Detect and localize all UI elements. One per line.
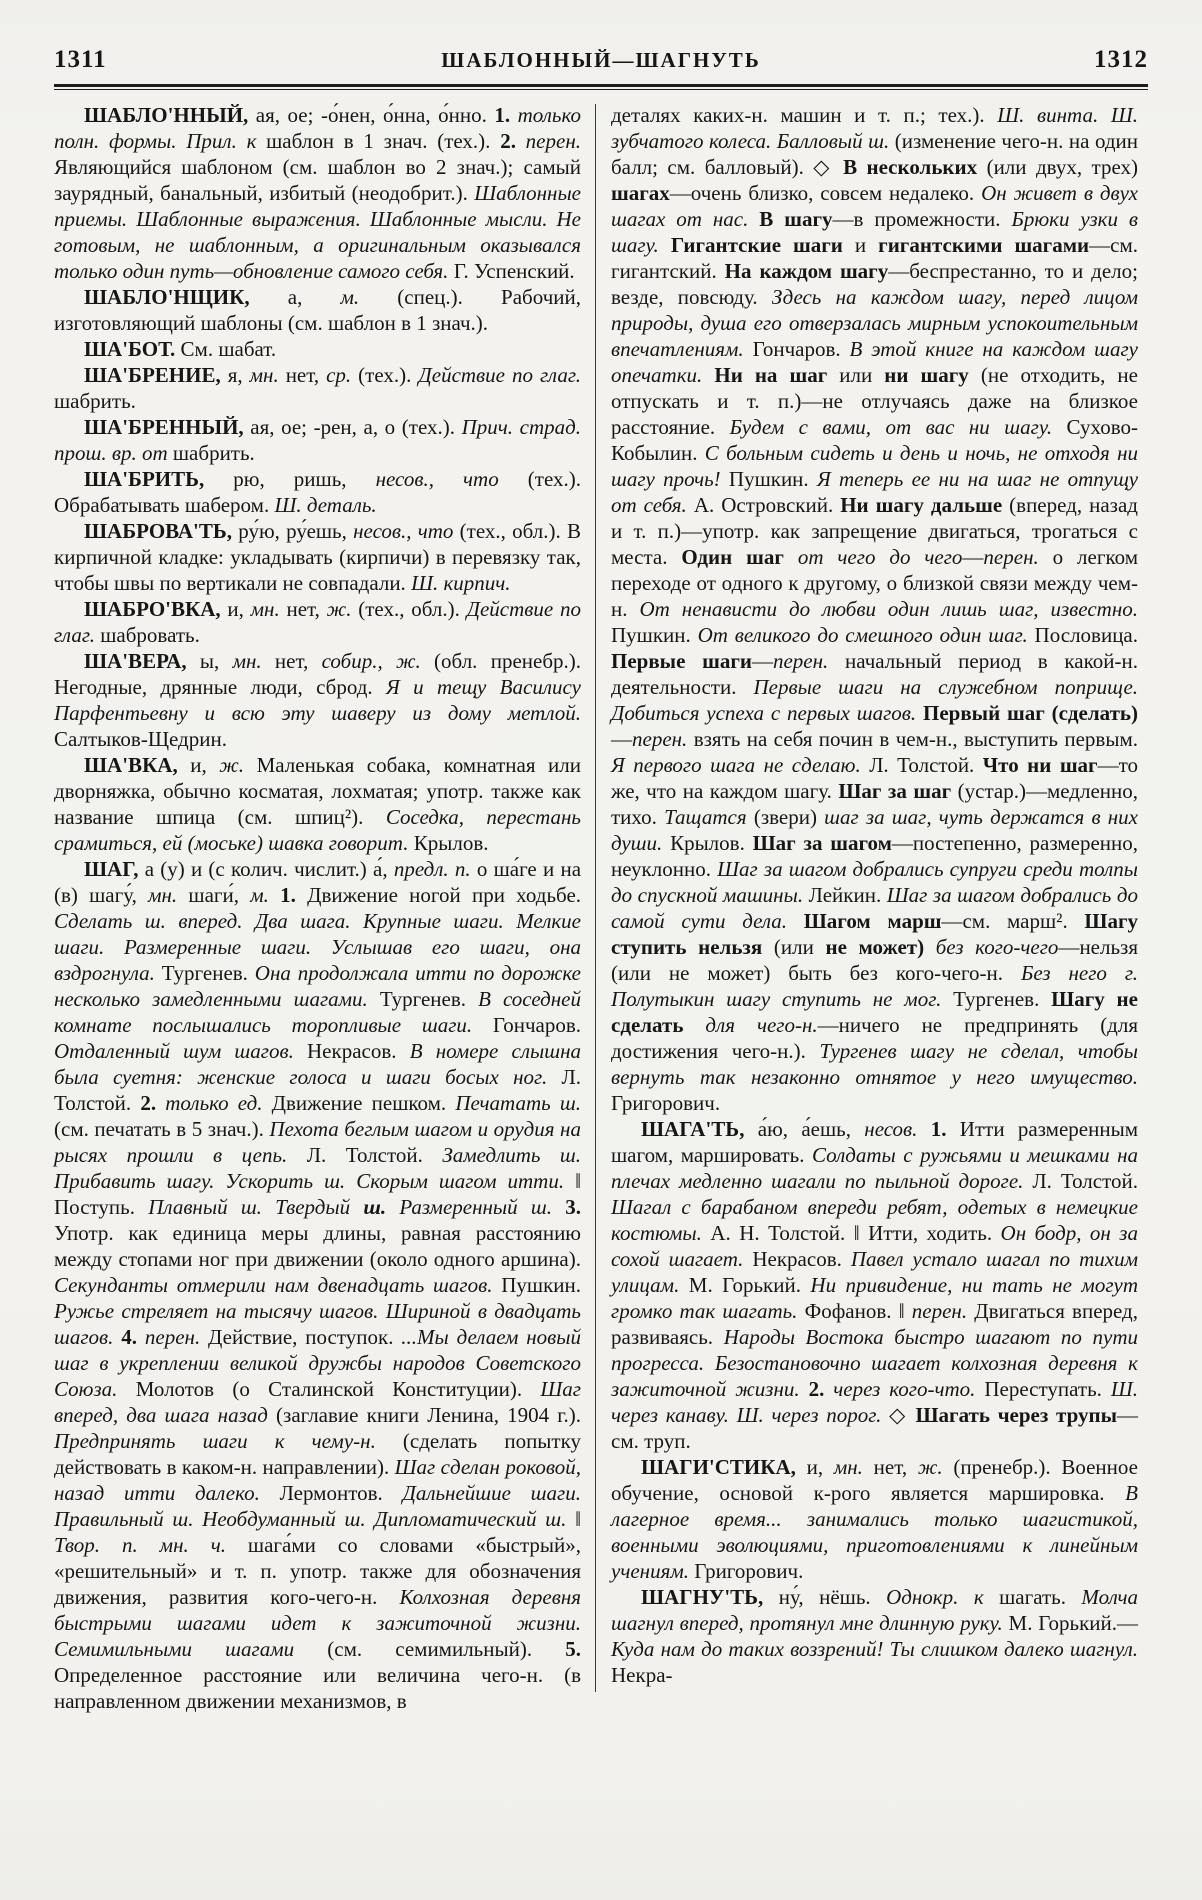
dictionary-entry: [54, 466, 581, 518]
text-segment: —: [611, 727, 632, 751]
text-segment: ж.: [917, 1455, 943, 1479]
text-segment: (сделать попытку действовать в каком-н. направлении).: [54, 1429, 582, 1479]
text-segment: —ничего не предпринять (для достижения чего-н.).: [611, 1013, 1139, 1063]
page-header: [54, 46, 1148, 80]
text-segment: ШАГ,: [84, 857, 139, 881]
text-segment: (или: [762, 935, 826, 959]
text-segment: Григорович.: [611, 1091, 721, 1115]
text-segment: 5.: [565, 1637, 581, 1661]
text-segment: 2.: [140, 1091, 157, 1115]
text-segment: (не отходить, не отпускать и т. п.)—не отлучаясь даже на близкое расстояние.: [611, 363, 1138, 439]
text-segment: Ш. деталь.: [274, 493, 377, 517]
text-segment: Некра-: [611, 1663, 673, 1687]
text-segment: Тургенев.: [941, 987, 1052, 1011]
text-segment: а́ю, а́ешь,: [744, 1117, 865, 1141]
text-segment: —: [962, 545, 984, 569]
text-segment: Некрасов.: [743, 1247, 851, 1271]
text-segment: ШАГА'ТЬ,: [641, 1117, 745, 1141]
text-segment: Он бодр, он за сохой шагает.: [611, 1221, 1139, 1271]
text-segment: Двигаться вперед, развиваясь.: [611, 1299, 1138, 1349]
text-segment: [552, 1195, 565, 1219]
text-segment: Тургенев.: [154, 961, 255, 985]
text-segment: Пушкин.: [492, 1273, 581, 1297]
text-segment: [683, 1013, 705, 1037]
text-segment: Секунданты отмерили нам двенадцать шагов.: [54, 1273, 493, 1297]
text-segment: шагах: [611, 181, 670, 205]
text-segment: несов., что: [375, 467, 499, 491]
text-segment: Движение ногой при ходьбе.: [295, 883, 582, 907]
text-segment: Без него г. Полутыкин шагу ступить не мог.: [611, 961, 1138, 1011]
text-segment: 4.: [121, 1325, 138, 1349]
text-segment: (устар.)—медленно, тихо.: [611, 779, 1138, 829]
text-segment: ШАБРО'ВКА,: [84, 597, 221, 621]
left-column: [54, 102, 581, 1782]
text-segment: Определенное расстояние или величина чего-н. (в направленном движении механизмов, в: [54, 1663, 581, 1713]
dictionary-entry: [54, 752, 581, 856]
text-segment: Твор. п. мн. ч.: [54, 1533, 226, 1557]
text-segment: или: [827, 363, 885, 387]
text-segment: [787, 909, 804, 933]
text-segment: Шаг сделан роковой, назад итти далеко.: [54, 1455, 581, 1505]
text-segment: —беспрестанно, то и дело; везде, повсюду.: [611, 259, 1138, 309]
text-segment: На каждом шагу: [724, 259, 889, 283]
text-segment: перен.: [515, 129, 581, 153]
text-segment: Движение пешком.: [262, 1091, 456, 1115]
text-segment: Л. Толстой.: [860, 753, 983, 777]
text-segment: Сухово-Кобылин.: [611, 415, 1138, 465]
dictionary-entry: [54, 284, 581, 336]
text-segment: ШАГНУ'ТЬ,: [641, 1585, 764, 1609]
text-segment: —нельзя (или не может) быть без кого-чего-н.: [611, 935, 1139, 985]
text-segment: ‖: [566, 1507, 581, 1531]
text-segment: 1.: [494, 103, 511, 127]
text-segment: Молча шагнул вперед, протянул мне длинную руку.: [611, 1585, 1138, 1635]
text-segment: мн.: [148, 883, 178, 907]
text-segment: Отдаленный шум шагов.: [54, 1039, 294, 1063]
text-segment: В нескольких: [843, 155, 978, 179]
text-segment: М. Горький.—: [1002, 1611, 1138, 1635]
text-segment: ША'ВКА,: [84, 753, 178, 777]
text-segment: 1.: [930, 1117, 947, 1141]
text-segment: Гончаров.: [472, 1013, 581, 1037]
text-segment: шаги́,: [177, 883, 251, 907]
page-number-right: 1312: [1094, 46, 1148, 73]
text-segment: Пушкин.: [611, 623, 698, 647]
text-segment: мн.: [232, 649, 262, 673]
text-segment: —постепенно, размеренно, неуклонно.: [611, 831, 1139, 881]
text-segment: ША'ВЕРА,: [84, 649, 187, 673]
text-segment: Первый шаг (сделать): [923, 701, 1138, 725]
text-segment: перен.: [911, 1299, 968, 1323]
text-segment: От ненависти до любви один лишь шаг, известно.: [639, 597, 1138, 621]
text-segment: Действие по глаг.: [54, 597, 581, 647]
text-segment: несов., что: [353, 519, 454, 543]
dictionary-entry: [54, 648, 581, 752]
text-segment: и: [842, 233, 879, 257]
text-segment: о легком переходе от одного к другому, о близкой связи между чем-н.: [611, 545, 1138, 621]
text-segment: Шаг вперед, два шага назад: [54, 1377, 581, 1427]
text-segment: Замедлить ш. Прибавить шагу. Ускорить ш. Скорым шагом итти.: [54, 1143, 582, 1193]
header-rule: [54, 84, 1148, 90]
text-segment: Пословица.: [1027, 623, 1139, 647]
text-segment: шабровать.: [95, 623, 200, 647]
text-segment: Г. Успенский.: [448, 259, 575, 283]
text-segment: ◇: [881, 1403, 916, 1427]
text-segment: ру́ю, ру́ешь,: [231, 519, 354, 543]
text-segment: —см. марш².: [941, 909, 1085, 933]
text-segment: от чего до чего: [783, 545, 963, 569]
text-segment: собир., ж.: [321, 649, 421, 673]
text-segment: Первые шаги на служебном поприще. Добиться успеха с первых шагов.: [611, 675, 1139, 725]
text-segment: (тех., обл.). В кирпичной кладке: укладывать (кирпичи) в перевязку так, чтобы швы по вертикали не совпадали.: [54, 519, 581, 595]
text-segment: Являющийся шаблоном (см. шаблон во 2 знач.); самый заурядный, банальный, избитый (неодобрит.).: [54, 155, 581, 205]
dictionary-entry: [54, 102, 581, 284]
text-segment: Шагу ступить нельзя: [611, 909, 1139, 959]
text-segment: м.: [340, 285, 360, 309]
text-segment: Печатать ш.: [455, 1091, 581, 1115]
dictionary-entry: [54, 414, 581, 466]
text-segment: ы,: [186, 649, 233, 673]
text-segment: (вперед, назад и т. п.)—употр. как запрещение двигаться, трогаться с места.: [611, 493, 1138, 569]
text-segment: взять на себя почин в чем-н., выступить первым.: [687, 727, 1138, 751]
text-segment: (спец.). Рабочий, изготовляющий шаблоны (см. шаблон в 1 знач.).: [54, 285, 581, 335]
text-segment: деталях каких-н. машин и т. п.; тех.).: [611, 103, 998, 127]
text-segment: (см. печатать в 5 знач.).: [54, 1117, 270, 1141]
text-segment: (тех.).: [351, 363, 419, 387]
text-segment: 2.: [500, 129, 516, 153]
text-segment: Здесь на каждом шагу, перед лицом природы, душа его отверзалась мирным успокоительным впечатлениям.: [611, 285, 1138, 361]
text-segment: Он живет в двух шагах от нас.: [611, 181, 1138, 231]
text-segment: Итти размеренным шагом, маршировать.: [611, 1117, 1138, 1167]
text-segment: перен.: [772, 649, 829, 673]
text-segment: Будем с вами, от вас ни шагу.: [729, 415, 1053, 439]
text-segment: несов.: [864, 1117, 918, 1141]
text-segment: Тургенев.: [367, 987, 479, 1011]
text-segment: Употр. как единица меры длины, равная расстоянию между стопами ног при движении (около одного аршина).: [54, 1221, 581, 1271]
text-segment: См. шабат.: [175, 337, 277, 361]
text-segment: Шагал с барабаном впереди ребят, одетых в немецкие костюмы.: [611, 1195, 1138, 1245]
text-segment: шабрить.: [54, 389, 136, 413]
text-segment: Ни шагу дальше: [840, 493, 1003, 517]
text-segment: нет,: [261, 649, 322, 673]
text-segment: [917, 1117, 930, 1141]
text-segment: Пушкин.: [720, 467, 817, 491]
text-segment: [748, 207, 759, 231]
text-segment: [916, 701, 923, 725]
text-segment: Народы Востока быстро шагают по пути прогресса. Безостановочно шагает колхозная деревня к зажиточной жизни.: [611, 1325, 1138, 1401]
column-divider: [595, 104, 596, 1692]
text-segment: Ни на шаг: [714, 363, 828, 387]
text-segment: [702, 363, 714, 387]
text-segment: ни шагу: [884, 363, 969, 387]
text-segment: Ш. винта. Ш. зубчатого колеса. Балловый ш.: [611, 103, 1138, 153]
text-segment: Колхозная деревня быстрыми шагами идет к зажиточной жизни. Семимильными шагами: [54, 1585, 581, 1661]
text-segment: С больным сидеть и день и ночь, не отходя ни шагу прочь!: [611, 441, 1139, 491]
text-segment: [659, 233, 671, 257]
text-segment: Шаг за шагом добрались супруги среди толпы до спускной машины.: [611, 857, 1138, 907]
text-segment: через кого-что.: [824, 1377, 976, 1401]
text-segment: нет,: [862, 1455, 918, 1479]
text-segment: ...Мы делаем новый шаг в укреплении великой дружбы народов Советского Союза.: [54, 1325, 582, 1401]
text-segment: Сделать ш. вперед. Два шага. Крупные шаги. Мелкие шаги. Размеренные шаги. Услышав его шаги, она вздрогнула.: [54, 909, 581, 985]
text-segment: Размеренный ш.: [386, 1195, 552, 1219]
text-segment: ША'БРЕННЫЙ,: [84, 415, 244, 439]
text-segment: Действие, поступок.: [200, 1325, 402, 1349]
text-segment: о ша́ге и на (в) шагу́,: [54, 857, 582, 907]
text-segment: начальный период в какой-н. деятельности.: [611, 649, 1138, 699]
text-segment: не может): [825, 935, 925, 959]
text-segment: Крылов.: [408, 831, 489, 855]
text-segment: (пренебр.). Военное обучение, основой к-рого является маршировка.: [611, 1455, 1138, 1505]
text-segment: ж.: [219, 753, 245, 777]
text-segment: Шаблонные приемы. Шаблонные выражения. Шаблонные мысли. Не готовым, не шаблонным, а оригинальным оказывался только один путь—обновление самого себя.: [54, 181, 581, 283]
text-segment: а (у) и (с колич. числит.) а́,: [138, 857, 394, 881]
text-segment: перен.: [632, 727, 688, 751]
text-segment: —см. труп.: [611, 1403, 1138, 1453]
text-segment: Я и тещу Василису Парфентьевну и всю эту шаверу из дому метлой.: [54, 675, 581, 725]
text-columns: [54, 102, 1148, 1782]
text-segment: м.: [250, 883, 269, 907]
dictionary-entry: [54, 856, 581, 1714]
text-segment: только полн. формы. Прил. к: [54, 103, 581, 153]
text-segment: Ружье стреляет на тысячу шагов. Шириной в двадцать шагов.: [54, 1299, 581, 1349]
text-segment: гигантскими шагами: [878, 233, 1090, 257]
text-segment: Фофанов. ‖: [797, 1299, 912, 1323]
text-segment: шаг за шаг, чуть держатся в них души.: [611, 805, 1139, 855]
text-segment: Пехота беглым шагом и орудия на рысях прошли в цепь.: [54, 1117, 581, 1167]
text-segment: —то же, что на каждом шагу.: [611, 753, 1138, 803]
text-segment: (заглавие книги Ленина, 1904 г.).: [267, 1403, 582, 1427]
text-segment: Действие по глаг.: [418, 363, 581, 387]
text-segment: Первые шаги: [611, 649, 752, 673]
text-segment: —очень близко, совсем недалеко.: [669, 181, 982, 205]
running-title: ШАБЛОННЫЙ—ШАГНУТЬ: [441, 48, 761, 72]
text-segment: Шаг за шагом добрались до самой сути дела.: [611, 883, 1138, 933]
text-segment: Гигантские шаги: [670, 233, 843, 257]
text-segment: 2.: [808, 1377, 825, 1401]
text-segment: мн.: [833, 1455, 863, 1479]
text-segment: Григорович.: [689, 1559, 804, 1583]
text-segment: для чего-н.: [705, 1013, 818, 1037]
text-segment: шага́ми со словами «быстрый», «решительный» и т. п. употр. также для обозначения движения, развития кого-чего-н.: [54, 1533, 581, 1609]
text-segment: Маленькая собака, комнатная или дворняжка, обычно косматая, лохматая; употр. также как название шпица (см. шпиц²).: [54, 753, 581, 829]
text-segment: Лейкин.: [803, 883, 887, 907]
text-segment: ШАБЛО'ННЫЙ,: [84, 103, 249, 127]
text-segment: мн.: [250, 597, 280, 621]
text-segment: —в промежности.: [832, 207, 1012, 231]
text-segment: Л. Толстой.: [1023, 1169, 1138, 1193]
text-segment: Прич. страд. прош. вр. от: [54, 415, 581, 465]
text-segment: Дальнейшие шаги. Правильный ш. Необдуманный ш. Дипломатический ш.: [54, 1481, 581, 1531]
text-segment: —: [751, 649, 773, 673]
text-segment: А. Н. Толстой. ‖ Итти, ходить.: [701, 1221, 1001, 1245]
dictionary-entry: [611, 1584, 1138, 1688]
text-segment: (изменение чего-н. на один балл; см. балловый). ◇: [611, 129, 1138, 179]
text-segment: В номере слышна была суетня: женские голоса и шаги босых ног.: [54, 1039, 581, 1089]
text-segment: [924, 935, 936, 959]
text-segment: и,: [795, 1455, 834, 1479]
text-segment: —см. гигантский.: [611, 233, 1138, 283]
dictionary-entry: [54, 518, 581, 596]
text-segment: и,: [177, 753, 220, 777]
text-segment: Молотов (о Сталинской Конституции).: [117, 1377, 541, 1401]
text-segment: 3.: [565, 1195, 581, 1219]
text-segment: шабрить.: [167, 441, 255, 465]
text-segment: перен.: [137, 1325, 201, 1349]
text-segment: шагать.: [983, 1585, 1082, 1609]
text-segment: предл. п.: [393, 857, 471, 881]
text-segment: Шаг за шагом: [752, 831, 892, 855]
dictionary-entry: [54, 362, 581, 414]
text-segment: рю, ришь,: [204, 467, 376, 491]
text-segment: Она продолжала итти по дорожке несколько замедленными шагами.: [54, 961, 581, 1011]
text-segment: Крылов.: [662, 831, 753, 855]
text-segment: Куда нам до таких воззрений! Ты слишком далеко шагнул.: [611, 1637, 1138, 1661]
text-segment: Я первого шага не сделаю.: [611, 753, 861, 777]
dictionary-entry: [611, 102, 1138, 1116]
dictionary-entry: [611, 1454, 1138, 1584]
text-segment: Один шаг: [681, 545, 784, 569]
text-segment: В этой книге на каждом шагу опечатки.: [611, 337, 1138, 387]
text-segment: ж.: [326, 597, 352, 621]
text-segment: (звери): [746, 805, 825, 829]
text-segment: Ш. кирпич.: [411, 571, 511, 595]
text-segment: Ни привидение, ни тать не могут громко так шагать.: [611, 1273, 1138, 1323]
text-segment: Что ни шаг: [982, 753, 1098, 777]
text-segment: Брюки узки в шагу.: [611, 207, 1139, 257]
text-segment: (тех., обл.).: [351, 597, 467, 621]
text-segment: Салтыков-Щедрин.: [54, 727, 227, 751]
text-segment: ШАБЛО'НЩИК,: [84, 285, 250, 309]
text-segment: Павел устало шагал по тихим улицам.: [611, 1247, 1139, 1297]
text-segment: Л. Толстой.: [287, 1143, 443, 1167]
text-segment: Предпринять шаги к чему-н.: [54, 1429, 376, 1453]
text-segment: Переступать.: [975, 1377, 1111, 1401]
text-segment: Некрасов.: [293, 1039, 410, 1063]
text-segment: ая, ое; -рен, а, о (тех.).: [243, 415, 462, 439]
text-segment: я,: [220, 363, 250, 387]
text-segment: ШАГИ'СТИКА,: [641, 1455, 796, 1479]
text-segment: Гончаров.: [743, 337, 850, 361]
text-segment: ШАБРОВА'ТЬ,: [84, 519, 232, 543]
text-segment: Тащатся: [664, 805, 747, 829]
text-segment: ш.: [363, 1195, 387, 1219]
text-segment: без кого-чего: [935, 935, 1059, 959]
text-segment: Шагать через трупы: [915, 1403, 1117, 1427]
text-segment: ая, ое; -о́нен, о́нна, о́нно.: [248, 103, 495, 127]
text-segment: ‖ Поступь.: [54, 1169, 581, 1219]
text-segment: мн.: [249, 363, 279, 387]
text-segment: только ед.: [156, 1091, 263, 1115]
text-segment: От великого до смешного один шаг.: [697, 623, 1028, 647]
text-segment: нет,: [279, 597, 327, 621]
text-segment: ША'БРИТЬ,: [84, 467, 205, 491]
text-segment: Я теперь ее ни на шаг не отпущу от себя.: [611, 467, 1139, 517]
text-segment: (обл. пренебр.). Негодные, дрянные люди, сброд.: [54, 649, 581, 699]
text-segment: В шагу: [759, 207, 833, 231]
text-segment: Шагом марш: [803, 909, 942, 933]
text-segment: и,: [220, 597, 251, 621]
text-segment: а,: [249, 285, 341, 309]
dictionary-entry: [54, 596, 581, 648]
text-segment: Шагу не сделать: [611, 987, 1138, 1037]
text-segment: М. Горький.: [679, 1273, 811, 1297]
text-segment: Ш. через канаву. Ш. через порог.: [611, 1377, 1139, 1427]
right-column: [611, 102, 1138, 1782]
text-segment: (или двух, трех): [977, 155, 1138, 179]
text-segment: Соседка, перестань срамиться, ей (моське) шавка говорит.: [54, 805, 581, 855]
text-segment: Лермонтов.: [259, 1481, 403, 1505]
text-segment: ну́, нёшь.: [763, 1585, 887, 1609]
page-number-left: 1311: [54, 46, 107, 73]
text-segment: [800, 1377, 809, 1401]
text-segment: В соседней комнате послышались торопливые шаги.: [54, 987, 581, 1037]
text-segment: 1.: [280, 883, 296, 907]
text-segment: ША'БРЕНИЕ,: [84, 363, 221, 387]
text-segment: Л. Толстой.: [54, 1065, 581, 1115]
text-segment: ША'БОТ.: [84, 337, 176, 361]
dictionary-entry: [54, 336, 581, 362]
text-segment: нет,: [278, 363, 327, 387]
text-segment: А. Островский.: [686, 493, 841, 517]
text-segment: перен.: [983, 545, 1039, 569]
text-segment: Солдаты с ружьями и мешками на плечах медленно шагали по пыльной дороге.: [611, 1143, 1138, 1193]
text-segment: Шаг за шаг: [838, 779, 952, 803]
dictionary-entry: [611, 1116, 1138, 1454]
text-segment: Плавный ш. Твердый: [148, 1195, 364, 1219]
text-segment: В лагерное время... занимались только шагистикой, военными эволюциями, приготовлениями к линейным учениям.: [611, 1481, 1138, 1583]
text-segment: Тургенев шагу не сделал, чтобы вернуть так незаконно отнятое у него имущество.: [611, 1039, 1138, 1089]
text-segment: ср.: [326, 363, 352, 387]
text-segment: шаблон в 1 знач. (тех.).: [256, 129, 501, 153]
text-segment: (тех.). Обрабатывать шабером.: [54, 467, 581, 517]
text-segment: (см. семимильный).: [294, 1637, 566, 1661]
text-segment: Однокр. к: [886, 1585, 984, 1609]
text-segment: [269, 883, 280, 907]
